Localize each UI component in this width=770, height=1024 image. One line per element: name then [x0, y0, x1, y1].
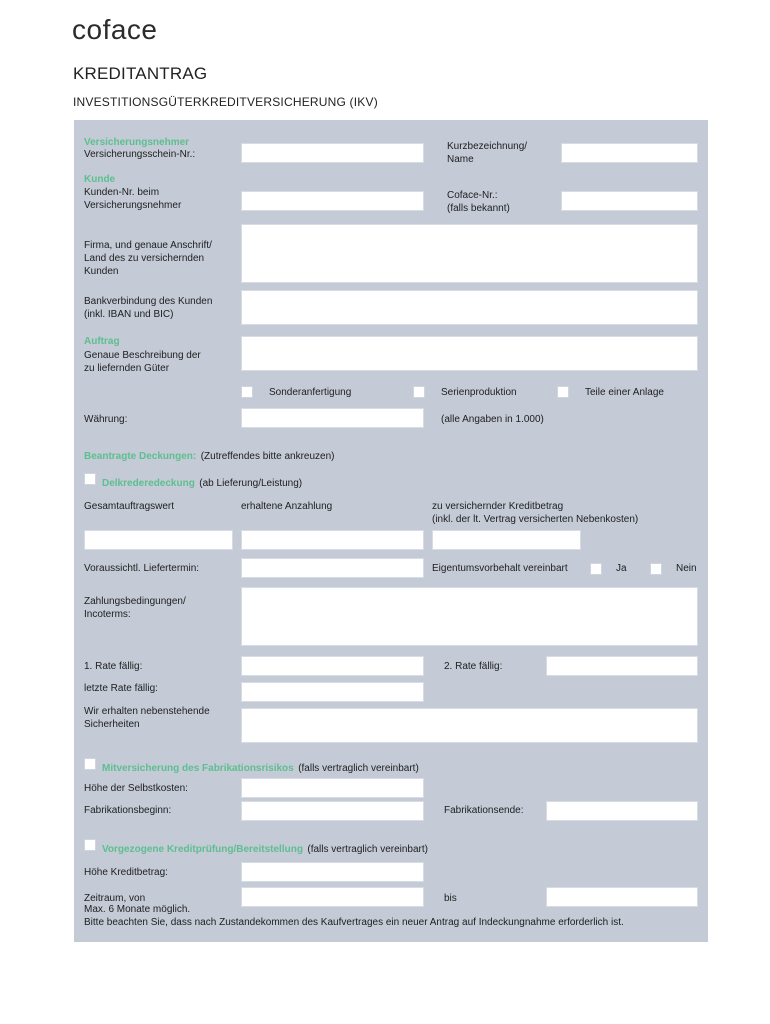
anzahlung-field[interactable]: [241, 530, 424, 550]
kreditbetrag-hoehe-label: Höhe Kreditbetrag:: [84, 867, 168, 878]
zahlungsbedingungen-label: Zahlungsbedingungen/ Incoterms:: [84, 596, 186, 620]
bank-label: Bankverbindung des Kunden (inkl. IBAN und BIC): [84, 296, 213, 320]
teile-anlage-checkbox[interactable]: [557, 386, 569, 398]
bank-field[interactable]: [241, 290, 698, 325]
liefertermin-field[interactable]: [241, 558, 424, 578]
kreditbetrag-label: zu versichernder Kreditbetrag (inkl. der lt. Vertrag versicherten Nebenkosten): [432, 501, 639, 525]
eigentumsvorbehalt-label: Eigentumsvorbehalt vereinbart: [432, 563, 568, 574]
gesamtauftragswert-field[interactable]: [84, 530, 233, 550]
page-subtitle: INVESTITIONSGÜTERKREDITVERSICHERUNG (IKV): [73, 95, 378, 109]
rate2-label: 2. Rate fällig:: [444, 661, 503, 672]
section-versicherungsnehmer: Versicherungsnehmer: [84, 137, 190, 148]
fabrikationsbeginn-label: Fabrikationsbeginn:: [84, 805, 172, 816]
fabrikation-section: Mitversicherung des Fabrikationsrisikos: [102, 763, 294, 774]
zahlungsbedingungen-field[interactable]: [241, 587, 698, 646]
waehrung-label: Währung:: [84, 414, 128, 425]
sicherheiten-field[interactable]: [241, 708, 698, 743]
section-auftrag: Auftrag: [84, 336, 120, 347]
coface-nr-field[interactable]: [561, 191, 698, 211]
zeitraum-von-field[interactable]: [241, 887, 424, 907]
sonderanfertigung-label: Sonderanfertigung: [269, 387, 352, 398]
zeitraum-label: Zeitraum, von: [84, 893, 146, 904]
kunden-nr-field[interactable]: [241, 191, 424, 211]
max-monate-label: Max. 6 Monate möglich.: [84, 904, 191, 915]
coface-logo: coface: [72, 14, 158, 45]
page-title: KREDITANTRAG: [73, 64, 208, 83]
delkredere-section: Delkrederedeckung: [102, 478, 195, 489]
fabrikation-checkbox[interactable]: [84, 758, 96, 770]
kreditbetrag-hoehe-field[interactable]: [241, 862, 424, 882]
sonderanfertigung-checkbox[interactable]: [241, 386, 253, 398]
selbstkosten-label: Höhe der Selbstkosten:: [84, 783, 188, 794]
fabrikationsbeginn-field[interactable]: [241, 801, 424, 821]
rate2-field[interactable]: [546, 656, 698, 676]
beschreibung-field[interactable]: [241, 336, 698, 371]
teile-anlage-label: Teile einer Anlage: [585, 387, 664, 398]
zeitraum-bis-field[interactable]: [546, 887, 698, 907]
serienproduktion-checkbox[interactable]: [413, 386, 425, 398]
vorgezogen-section: Vorgezogene Kreditprüfung/Bereitstellung: [102, 844, 303, 855]
fabrikation-heading: [102, 758, 419, 776]
schein-nr-field[interactable]: [241, 143, 424, 163]
liefertermin-label: Voraussichtl. Liefertermin:: [84, 563, 200, 574]
eigentum-ja-label: Ja: [616, 563, 627, 574]
bis-label: bis: [444, 893, 457, 904]
letzte-rate-label: letzte Rate fällig:: [84, 683, 158, 694]
fabrikationsende-label: Fabrikationsende:: [444, 805, 524, 816]
eigentum-nein-label: Nein: [676, 563, 697, 574]
eigentum-ja-checkbox[interactable]: [590, 563, 602, 575]
delkredere-heading: [102, 473, 302, 491]
letzte-rate-field[interactable]: [241, 682, 424, 702]
selbstkosten-field[interactable]: [241, 778, 424, 798]
fabrikation-hint: (falls vertraglich vereinbart): [298, 763, 419, 774]
gesamtauftragswert-label: Gesamtauftragswert: [84, 501, 175, 512]
kunden-nr-label: Kunden-Nr. beim Versicherungsnehmer: [84, 187, 182, 211]
vorgezogen-hint: (falls vertraglich vereinbart): [307, 844, 428, 855]
notice-text: Bitte beachten Sie, dass nach Zustandekommen des Kaufvertrages ein neuer Antrag auf Indeckungnahme erforderlich ist.: [84, 917, 624, 928]
rate1-field[interactable]: [241, 656, 424, 676]
angaben-label: (alle Angaben in 1.000): [441, 414, 544, 425]
fabrikationsende-field[interactable]: [546, 801, 698, 821]
rate1-label: 1. Rate fällig:: [84, 661, 143, 672]
firma-label: Firma, und genaue Anschrift/ Land des zu versichernden Kunden: [84, 240, 212, 277]
section-kunde: Kunde: [84, 174, 116, 185]
delkredere-checkbox[interactable]: [84, 473, 96, 485]
beschreibung-label: Genaue Beschreibung der zu liefernden Güter: [84, 350, 201, 374]
vorgezogen-heading: [102, 839, 428, 857]
delkredere-hint: (ab Lieferung/Leistung): [199, 478, 303, 489]
kurzbezeichnung-label: Kurzbezeichnung/ Name: [447, 141, 528, 165]
schein-nr-label: Versicherungsschein-Nr.:: [84, 149, 196, 160]
coface-nr-label: Coface-Nr.: (falls bekannt): [447, 190, 510, 214]
kurzbezeichnung-field[interactable]: [561, 143, 698, 163]
deckungen-hint: (Zutreffendes bitte ankreuzen): [200, 451, 335, 462]
deckungen-heading: [84, 446, 334, 464]
serienproduktion-label: Serienproduktion: [441, 387, 517, 398]
vorgezogen-checkbox[interactable]: [84, 839, 96, 851]
kreditbetrag-field[interactable]: [432, 530, 581, 550]
sicherheiten-label: Wir erhalten nebenstehende Sicherheiten: [84, 706, 210, 730]
eigentum-nein-checkbox[interactable]: [650, 563, 662, 575]
waehrung-field[interactable]: [241, 408, 424, 428]
deckungen-section: Beantragte Deckungen:: [84, 451, 197, 462]
firma-field[interactable]: [241, 224, 698, 283]
anzahlung-label: erhaltene Anzahlung: [241, 501, 333, 512]
